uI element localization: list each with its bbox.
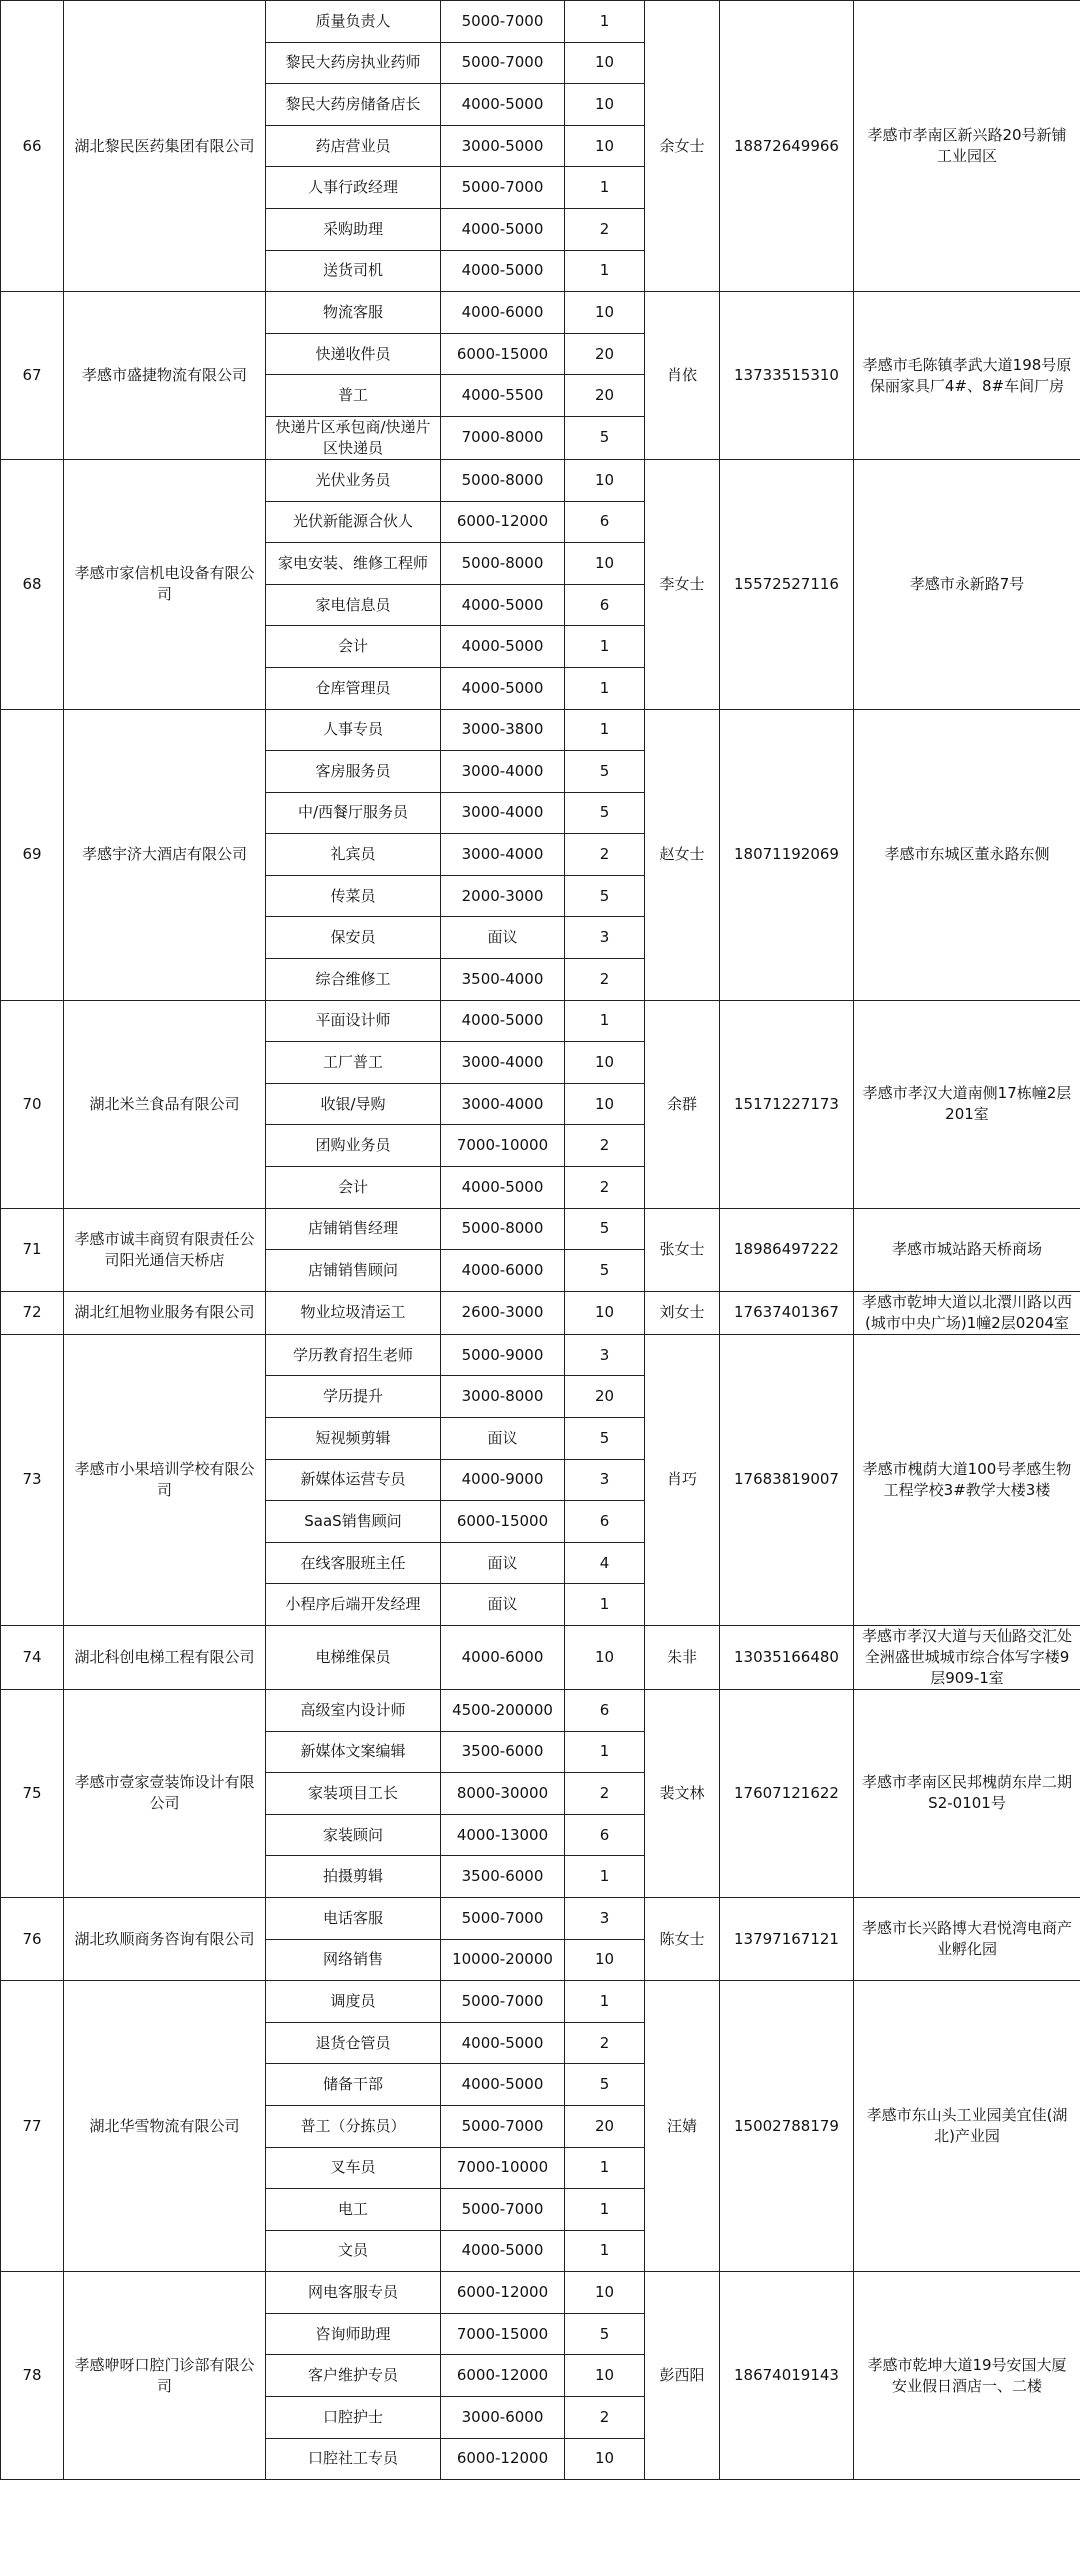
contact-phone: 18674019143 xyxy=(720,2272,854,2480)
contact-person: 余群 xyxy=(645,1000,720,1208)
company-address: 孝感市槐荫大道100号孝感生物工程学校3#教学大楼3楼 xyxy=(854,1334,1080,1625)
table-row xyxy=(1,2272,1080,2314)
position-count: 2 xyxy=(565,1167,645,1209)
position-salary: 3000-3800 xyxy=(441,709,565,751)
position-title: 黎民大药房执业药师 xyxy=(266,42,441,84)
position-count: 5 xyxy=(565,2064,645,2106)
company-name: 孝感市小果培训学校有限公司 xyxy=(64,1334,266,1625)
position-count: 5 xyxy=(565,1418,645,1460)
position-salary: 4000-9000 xyxy=(441,1459,565,1501)
company-address: 孝感市东城区董永路东侧 xyxy=(854,709,1080,1000)
position-count: 5 xyxy=(565,875,645,917)
position-title: 店铺销售顾问 xyxy=(266,1250,441,1292)
table-row xyxy=(1,1291,1080,1334)
table-row xyxy=(1,1,1080,43)
position-title: 家电信息员 xyxy=(266,584,441,626)
position-salary: 3000-4000 xyxy=(441,834,565,876)
position-salary: 面议 xyxy=(441,917,565,959)
position-count: 2 xyxy=(565,959,645,1001)
position-count: 20 xyxy=(565,333,645,375)
position-count: 2 xyxy=(565,2397,645,2439)
company-number: 73 xyxy=(1,1334,64,1625)
position-salary: 4000-5000 xyxy=(441,2022,565,2064)
table-row xyxy=(1,1000,1080,1042)
position-title: 人事行政经理 xyxy=(266,167,441,209)
position-salary: 3000-4000 xyxy=(441,1042,565,1084)
contact-person: 裴文林 xyxy=(645,1689,720,1897)
company-name: 湖北玖顺商务咨询有限公司 xyxy=(64,1897,266,1980)
company-address: 孝感市孝南区新兴路20号新铺工业园区 xyxy=(854,1,1080,292)
position-salary: 5000-9000 xyxy=(441,1334,565,1376)
position-salary: 6000-12000 xyxy=(441,2355,565,2397)
position-count: 2 xyxy=(565,834,645,876)
table-row xyxy=(1,1689,1080,1731)
position-title: 储备干部 xyxy=(266,2064,441,2106)
position-salary: 4000-6000 xyxy=(441,1250,565,1292)
company-name: 孝感市壹家壹装饰设计有限公司 xyxy=(64,1689,266,1897)
position-count: 1 xyxy=(565,167,645,209)
company-address: 孝感市永新路7号 xyxy=(854,459,1080,709)
position-count: 10 xyxy=(565,1625,645,1689)
company-address: 孝感市长兴路博大君悦湾电商产业孵化园 xyxy=(854,1897,1080,1980)
position-title: 家装项目工长 xyxy=(266,1773,441,1815)
position-title: 传菜员 xyxy=(266,875,441,917)
company-number: 68 xyxy=(1,459,64,709)
position-salary: 7000-15000 xyxy=(441,2313,565,2355)
position-title: 收银/导购 xyxy=(266,1083,441,1125)
position-salary: 3000-4000 xyxy=(441,1083,565,1125)
company-name: 湖北红旭物业服务有限公司 xyxy=(64,1291,266,1334)
position-count: 1 xyxy=(565,1731,645,1773)
position-title: 药店营业员 xyxy=(266,125,441,167)
position-salary: 面议 xyxy=(441,1584,565,1626)
position-count: 1 xyxy=(565,1856,645,1898)
position-salary: 6000-12000 xyxy=(441,2272,565,2314)
contact-phone: 13035166480 xyxy=(720,1625,854,1689)
position-title: 普工 xyxy=(266,375,441,417)
position-count: 10 xyxy=(565,42,645,84)
company-number: 66 xyxy=(1,1,64,292)
position-count: 3 xyxy=(565,1897,645,1939)
position-count: 2 xyxy=(565,1125,645,1167)
position-salary: 4000-5000 xyxy=(441,626,565,668)
position-salary: 2000-3000 xyxy=(441,875,565,917)
company-number: 72 xyxy=(1,1291,64,1334)
position-salary: 5000-7000 xyxy=(441,167,565,209)
position-count: 10 xyxy=(565,543,645,585)
position-salary: 5000-7000 xyxy=(441,2189,565,2231)
position-salary: 4000-5500 xyxy=(441,375,565,417)
position-title: 人事专员 xyxy=(266,709,441,751)
position-salary: 面议 xyxy=(441,1418,565,1460)
position-salary: 3000-4000 xyxy=(441,751,565,793)
position-salary: 4000-5000 xyxy=(441,250,565,292)
position-count: 10 xyxy=(565,84,645,126)
position-salary: 6000-12000 xyxy=(441,501,565,543)
position-salary: 3500-4000 xyxy=(441,959,565,1001)
table-row xyxy=(1,1625,1080,1689)
position-title: 综合维修工 xyxy=(266,959,441,1001)
position-count: 10 xyxy=(565,292,645,334)
position-count: 6 xyxy=(565,501,645,543)
contact-phone: 13797167121 xyxy=(720,1897,854,1980)
table-row xyxy=(1,459,1080,501)
position-title: 团购业务员 xyxy=(266,1125,441,1167)
position-count: 1 xyxy=(565,667,645,709)
position-title: 学历提升 xyxy=(266,1376,441,1418)
position-title: 电话客服 xyxy=(266,1897,441,1939)
contact-person: 彭西阳 xyxy=(645,2272,720,2480)
position-salary: 4000-5000 xyxy=(441,84,565,126)
position-title: 拍摄剪辑 xyxy=(266,1856,441,1898)
position-salary: 面议 xyxy=(441,1542,565,1584)
company-name: 湖北黎民医药集团有限公司 xyxy=(64,1,266,292)
position-count: 10 xyxy=(565,125,645,167)
position-title: SaaS销售顾问 xyxy=(266,1501,441,1543)
position-count: 5 xyxy=(565,416,645,459)
position-salary: 3000-5000 xyxy=(441,125,565,167)
position-title: 文员 xyxy=(266,2230,441,2272)
position-title: 网电客服专员 xyxy=(266,2272,441,2314)
contact-person: 朱非 xyxy=(645,1625,720,1689)
position-count: 6 xyxy=(565,584,645,626)
position-title: 店铺销售经理 xyxy=(266,1208,441,1250)
position-count: 1 xyxy=(565,1000,645,1042)
position-count: 10 xyxy=(565,1083,645,1125)
table-row xyxy=(1,1981,1080,2023)
position-title: 采购助理 xyxy=(266,208,441,250)
position-count: 1 xyxy=(565,709,645,751)
position-count: 2 xyxy=(565,1773,645,1815)
contact-person: 余女士 xyxy=(645,1,720,292)
position-title: 在线客服班主任 xyxy=(266,1542,441,1584)
position-salary: 4000-5000 xyxy=(441,208,565,250)
position-salary: 4000-5000 xyxy=(441,2064,565,2106)
contact-phone: 17683819007 xyxy=(720,1334,854,1625)
position-count: 3 xyxy=(565,1459,645,1501)
position-title: 中/西餐厅服务员 xyxy=(266,792,441,834)
position-title: 质量负责人 xyxy=(266,1,441,43)
position-salary: 6000-15000 xyxy=(441,1501,565,1543)
contact-phone: 18872649966 xyxy=(720,1,854,292)
position-title: 电梯维保员 xyxy=(266,1625,441,1689)
position-salary: 6000-12000 xyxy=(441,2438,565,2480)
contact-phone: 17607121622 xyxy=(720,1689,854,1897)
position-salary: 5000-8000 xyxy=(441,459,565,501)
company-address: 孝感市孝汉大道南侧17栋幢2层201室 xyxy=(854,1000,1080,1208)
company-name: 湖北米兰食品有限公司 xyxy=(64,1000,266,1208)
position-salary: 4000-5000 xyxy=(441,1167,565,1209)
contact-phone: 18986497222 xyxy=(720,1208,854,1291)
position-salary: 5000-7000 xyxy=(441,1981,565,2023)
position-count: 10 xyxy=(565,2272,645,2314)
company-number: 71 xyxy=(1,1208,64,1291)
position-count: 20 xyxy=(565,1376,645,1418)
position-title: 会计 xyxy=(266,626,441,668)
position-count: 20 xyxy=(565,2105,645,2147)
contact-person: 赵女士 xyxy=(645,709,720,1000)
position-count: 5 xyxy=(565,2313,645,2355)
position-title: 快递片区承包商/快递片区快递员 xyxy=(266,416,441,459)
position-title: 学历教育招生老师 xyxy=(266,1334,441,1376)
contact-person: 汪婧 xyxy=(645,1981,720,2272)
position-title: 家装顾问 xyxy=(266,1814,441,1856)
position-title: 口腔社工专员 xyxy=(266,2438,441,2480)
position-count: 5 xyxy=(565,1250,645,1292)
position-salary: 3000-4000 xyxy=(441,792,565,834)
position-title: 会计 xyxy=(266,1167,441,1209)
position-title: 新媒体运营专员 xyxy=(266,1459,441,1501)
position-count: 1 xyxy=(565,1584,645,1626)
position-salary: 5000-7000 xyxy=(441,1,565,43)
position-count: 5 xyxy=(565,792,645,834)
position-title: 退货仓管员 xyxy=(266,2022,441,2064)
company-name: 孝感市家信机电设备有限公司 xyxy=(64,459,266,709)
company-number: 75 xyxy=(1,1689,64,1897)
position-count: 10 xyxy=(565,1042,645,1084)
position-title: 黎民大药房储备店长 xyxy=(266,84,441,126)
position-salary: 3500-6000 xyxy=(441,1856,565,1898)
position-count: 5 xyxy=(565,751,645,793)
position-salary: 3500-6000 xyxy=(441,1731,565,1773)
position-title: 电工 xyxy=(266,2189,441,2231)
position-salary: 4000-6000 xyxy=(441,1625,565,1689)
position-title: 短视频剪辑 xyxy=(266,1418,441,1460)
contact-person: 刘女士 xyxy=(645,1291,720,1334)
position-count: 1 xyxy=(565,1981,645,2023)
table-row xyxy=(1,292,1080,334)
position-count: 5 xyxy=(565,1208,645,1250)
contact-phone: 15171227173 xyxy=(720,1000,854,1208)
position-salary: 5000-7000 xyxy=(441,42,565,84)
position-count: 10 xyxy=(565,2438,645,2480)
company-number: 78 xyxy=(1,2272,64,2480)
position-count: 1 xyxy=(565,2147,645,2189)
position-title: 光伏新能源合伙人 xyxy=(266,501,441,543)
position-title: 网络销售 xyxy=(266,1939,441,1981)
position-title: 调度员 xyxy=(266,1981,441,2023)
company-address: 孝感市乾坤大道以北澴川路以西(城市中央广场)1幢2层0204室 xyxy=(854,1291,1080,1334)
company-name: 孝感市诚丰商贸有限责任公司阳光通信天桥店 xyxy=(64,1208,266,1291)
position-salary: 4000-5000 xyxy=(441,584,565,626)
contact-person: 陈女士 xyxy=(645,1897,720,1980)
position-count: 6 xyxy=(565,1501,645,1543)
position-title: 家电安装、维修工程师 xyxy=(266,543,441,585)
position-salary: 5000-7000 xyxy=(441,2105,565,2147)
position-count: 3 xyxy=(565,1334,645,1376)
contact-person: 张女士 xyxy=(645,1208,720,1291)
position-salary: 2600-3000 xyxy=(441,1291,565,1334)
company-number: 67 xyxy=(1,292,64,460)
position-title: 工厂普工 xyxy=(266,1042,441,1084)
position-salary: 10000-20000 xyxy=(441,1939,565,1981)
company-name: 湖北科创电梯工程有限公司 xyxy=(64,1625,266,1689)
contact-person: 肖依 xyxy=(645,292,720,460)
position-count: 10 xyxy=(565,2355,645,2397)
position-count: 1 xyxy=(565,2189,645,2231)
position-count: 6 xyxy=(565,1689,645,1731)
contact-phone: 17637401367 xyxy=(720,1291,854,1334)
company-name: 孝感宇济大酒店有限公司 xyxy=(64,709,266,1000)
position-salary: 4000-6000 xyxy=(441,292,565,334)
position-count: 10 xyxy=(565,1291,645,1334)
position-count: 10 xyxy=(565,459,645,501)
position-count: 20 xyxy=(565,375,645,417)
position-count: 4 xyxy=(565,1542,645,1584)
position-salary: 8000-30000 xyxy=(441,1773,565,1815)
position-title: 送货司机 xyxy=(266,250,441,292)
position-title: 叉车员 xyxy=(266,2147,441,2189)
contact-person: 李女士 xyxy=(645,459,720,709)
position-salary: 4500-200000 xyxy=(441,1689,565,1731)
position-title: 小程序后端开发经理 xyxy=(266,1584,441,1626)
company-name: 湖北华雪物流有限公司 xyxy=(64,1981,266,2272)
company-address: 孝感市孝南区民邦槐荫东岸二期S2-0101号 xyxy=(854,1689,1080,1897)
position-salary: 6000-15000 xyxy=(441,333,565,375)
company-number: 70 xyxy=(1,1000,64,1208)
position-title: 平面设计师 xyxy=(266,1000,441,1042)
position-title: 仓库管理员 xyxy=(266,667,441,709)
position-salary: 3000-6000 xyxy=(441,2397,565,2439)
position-title: 光伏业务员 xyxy=(266,459,441,501)
position-title: 保安员 xyxy=(266,917,441,959)
position-salary: 4000-5000 xyxy=(441,1000,565,1042)
table-row xyxy=(1,709,1080,751)
position-title: 礼宾员 xyxy=(266,834,441,876)
table-row xyxy=(1,1897,1080,1939)
position-count: 3 xyxy=(565,917,645,959)
position-title: 客户维护专员 xyxy=(266,2355,441,2397)
contact-phone: 18071192069 xyxy=(720,709,854,1000)
company-number: 76 xyxy=(1,1897,64,1980)
contact-person: 肖巧 xyxy=(645,1334,720,1625)
position-count: 1 xyxy=(565,250,645,292)
company-address: 孝感市毛陈镇孝武大道198号原保丽家具厂4#、8#车间厂房 xyxy=(854,292,1080,460)
position-title: 咨询师助理 xyxy=(266,2313,441,2355)
position-title: 物流客服 xyxy=(266,292,441,334)
company-address: 孝感市东山头工业园美宜佳(湖北)产业园 xyxy=(854,1981,1080,2272)
job-table-body xyxy=(1,1,1080,2480)
company-address: 孝感市孝汉大道与天仙路交汇处全洲盛世城城市综合体写字楼9层909-1室 xyxy=(854,1625,1080,1689)
company-number: 77 xyxy=(1,1981,64,2272)
position-salary: 5000-8000 xyxy=(441,543,565,585)
company-address: 孝感市城站路天桥商场 xyxy=(854,1208,1080,1291)
position-title: 物业垃圾清运工 xyxy=(266,1291,441,1334)
position-salary: 5000-8000 xyxy=(441,1208,565,1250)
position-title: 快递收件员 xyxy=(266,333,441,375)
contact-phone: 15572527116 xyxy=(720,459,854,709)
position-title: 普工（分拣员） xyxy=(266,2105,441,2147)
position-count: 1 xyxy=(565,2230,645,2272)
table-row xyxy=(1,1208,1080,1250)
contact-phone: 13733515310 xyxy=(720,292,854,460)
position-count: 6 xyxy=(565,1814,645,1856)
position-salary: 4000-5000 xyxy=(441,2230,565,2272)
company-name: 孝感市盛捷物流有限公司 xyxy=(64,292,266,460)
position-salary: 3000-8000 xyxy=(441,1376,565,1418)
position-title: 客房服务员 xyxy=(266,751,441,793)
position-title: 高级室内设计师 xyxy=(266,1689,441,1731)
position-salary: 7000-10000 xyxy=(441,1125,565,1167)
company-number: 74 xyxy=(1,1625,64,1689)
position-count: 2 xyxy=(565,2022,645,2064)
position-title: 口腔护士 xyxy=(266,2397,441,2439)
position-count: 1 xyxy=(565,626,645,668)
company-number: 69 xyxy=(1,709,64,1000)
position-salary: 4000-13000 xyxy=(441,1814,565,1856)
position-salary: 4000-5000 xyxy=(441,667,565,709)
contact-phone: 15002788179 xyxy=(720,1981,854,2272)
position-count: 1 xyxy=(565,1,645,43)
company-address: 孝感市乾坤大道19号安国大厦安业假日酒店一、二楼 xyxy=(854,2272,1080,2480)
position-title: 新媒体文案编辑 xyxy=(266,1731,441,1773)
position-salary: 5000-7000 xyxy=(441,1897,565,1939)
position-count: 10 xyxy=(565,1939,645,1981)
table-row xyxy=(1,1334,1080,1376)
company-name: 孝感咿呀口腔门诊部有限公司 xyxy=(64,2272,266,2480)
position-salary: 7000-8000 xyxy=(441,416,565,459)
position-salary: 7000-10000 xyxy=(441,2147,565,2189)
position-count: 2 xyxy=(565,208,645,250)
